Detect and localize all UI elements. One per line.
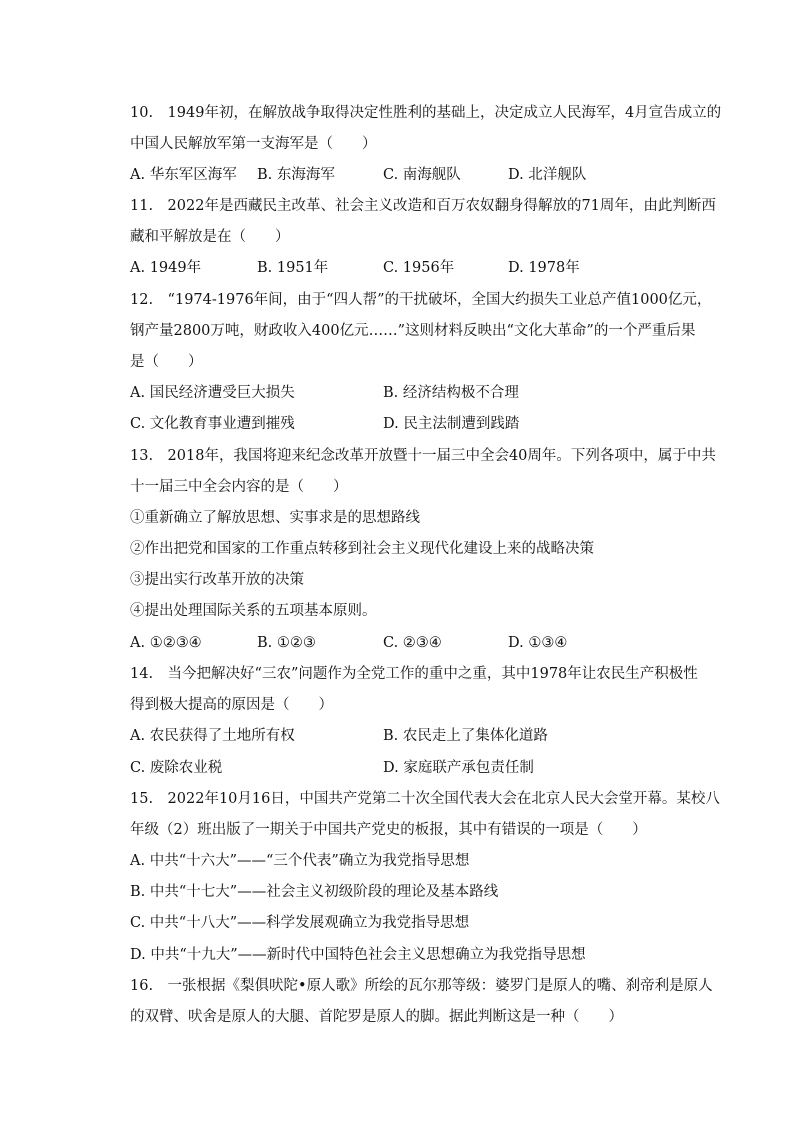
question-12-line-3: 是（ ） bbox=[130, 354, 203, 370]
question-12-option-d: D. 民主法制遭到践踏 bbox=[383, 416, 520, 432]
question-13-item-4: ④提出处理国际关系的五项基本原则。 bbox=[130, 603, 377, 619]
question-10-option-c: C. 南海舰队 bbox=[383, 167, 461, 183]
question-12-line-2: 钢产量2800万吨，财政收入400亿元……”这则材料反映出“文化大革命”的一个严重后果 bbox=[130, 323, 696, 339]
question-14-option-d: D. 家庭联产承包责任制 bbox=[383, 760, 534, 776]
question-11-line-2: 藏和平解放是在（ ） bbox=[130, 229, 290, 245]
question-14-option-b: B. 农民走上了集体化道路 bbox=[383, 728, 548, 744]
question-13-item-1: ①重新确立了解放思想、实事求是的思想路线 bbox=[130, 510, 420, 526]
question-11-line-1: 11. 2022年是西藏民主改革、社会主义改造和百万农奴翻身得解放的71周年，由此判断西 bbox=[130, 198, 716, 214]
question-13-line-2: 十一届三中全会内容的是（ ） bbox=[130, 479, 348, 495]
question-11-option-a: A. 1949年 bbox=[130, 260, 202, 276]
question-16-line-2: 的双臂、吠舍是原人的大腿、首陀罗是原人的脚。据此判断这是一种（ ） bbox=[130, 1009, 623, 1025]
question-13-option-a: A. ①②③④ bbox=[130, 635, 202, 651]
question-12-option-a: A. 国民经济遭受巨大损失 bbox=[130, 385, 295, 401]
question-14-option-a: A. 农民获得了土地所有权 bbox=[130, 728, 295, 744]
question-14-option-c: C. 废除农业税 bbox=[130, 760, 223, 776]
question-15-option-c: C. 中共“十八大”——科学发展观确立为我党指导思想 bbox=[130, 915, 470, 931]
question-10-option-a: A. 华东军区海军 bbox=[130, 167, 237, 183]
question-12-option-c: C. 文化教育事业遭到摧残 bbox=[130, 416, 295, 432]
question-12-line-1: 12. “1974-1976年间，由于“四人帮”的干扰破坏，全国大约损失工业总产值1000亿元， bbox=[130, 292, 712, 308]
question-10-line-2: 中国人民解放军第一支海军是（ ） bbox=[130, 136, 377, 152]
question-13-item-2: ②作出把党和国家的工作重点转移到社会主义现代化建设上来的战略决策 bbox=[130, 541, 594, 557]
question-14-line-2: 得到极大提高的原因是（ ） bbox=[130, 697, 333, 713]
question-14-line-1: 14. 当今把解决好“三农”问题作为全党工作的重中之重，其中1978年让农民生产积极性 bbox=[130, 666, 698, 682]
question-15-option-d: D. 中共“十九大”——新时代中国特色社会主义思想确立为我党指导思想 bbox=[130, 947, 586, 963]
question-15-line-1: 15. 2022年10月16日，中国共产党第二十次全国代表大会在北京人民大会堂开幕。某校八 bbox=[130, 791, 720, 807]
question-13-option-b: B. ①②③ bbox=[257, 635, 316, 651]
question-10-option-d: D. 北洋舰队 bbox=[508, 167, 587, 183]
question-11-option-d: D. 1978年 bbox=[508, 260, 580, 276]
question-10-option-b: B. 东海海军 bbox=[257, 167, 335, 183]
question-13-option-d: D. ①③④ bbox=[508, 635, 568, 651]
question-15-option-a: A. 中共“十六大”——“三个代表”确立为我党指导思想 bbox=[130, 853, 470, 869]
question-11-option-c: C. 1956年 bbox=[383, 260, 455, 276]
question-15-option-b: B. 中共“十七大”——社会主义初级阶段的理论及基本路线 bbox=[130, 884, 499, 900]
question-15-line-2: 年级（2）班出版了一期关于中国共产党史的板报，其中有错误的一项是（ ） bbox=[130, 822, 647, 838]
question-13-line-1: 13. 2018年，我国将迎来纪念改革开放暨十一届三中全会40周年。下列各项中，属于中共 bbox=[130, 448, 716, 464]
question-16-line-1: 16. 一张根据《梨俱吠陀•原人歌》所绘的瓦尔那等级：婆罗门是原人的嘴、刹帝利是原人 bbox=[130, 978, 713, 994]
question-11-option-b: B. 1951年 bbox=[257, 260, 329, 276]
question-13-item-3: ③提出实行改革开放的决策 bbox=[130, 572, 304, 588]
question-13-option-c: C. ②③④ bbox=[383, 635, 442, 651]
question-10-line-1: 10. 1949年初，在解放战争取得决定性胜利的基础上，决定成立人民海军，4月宣告成立的 bbox=[130, 105, 722, 121]
question-12-option-b: B. 经济结构极不合理 bbox=[383, 385, 519, 401]
